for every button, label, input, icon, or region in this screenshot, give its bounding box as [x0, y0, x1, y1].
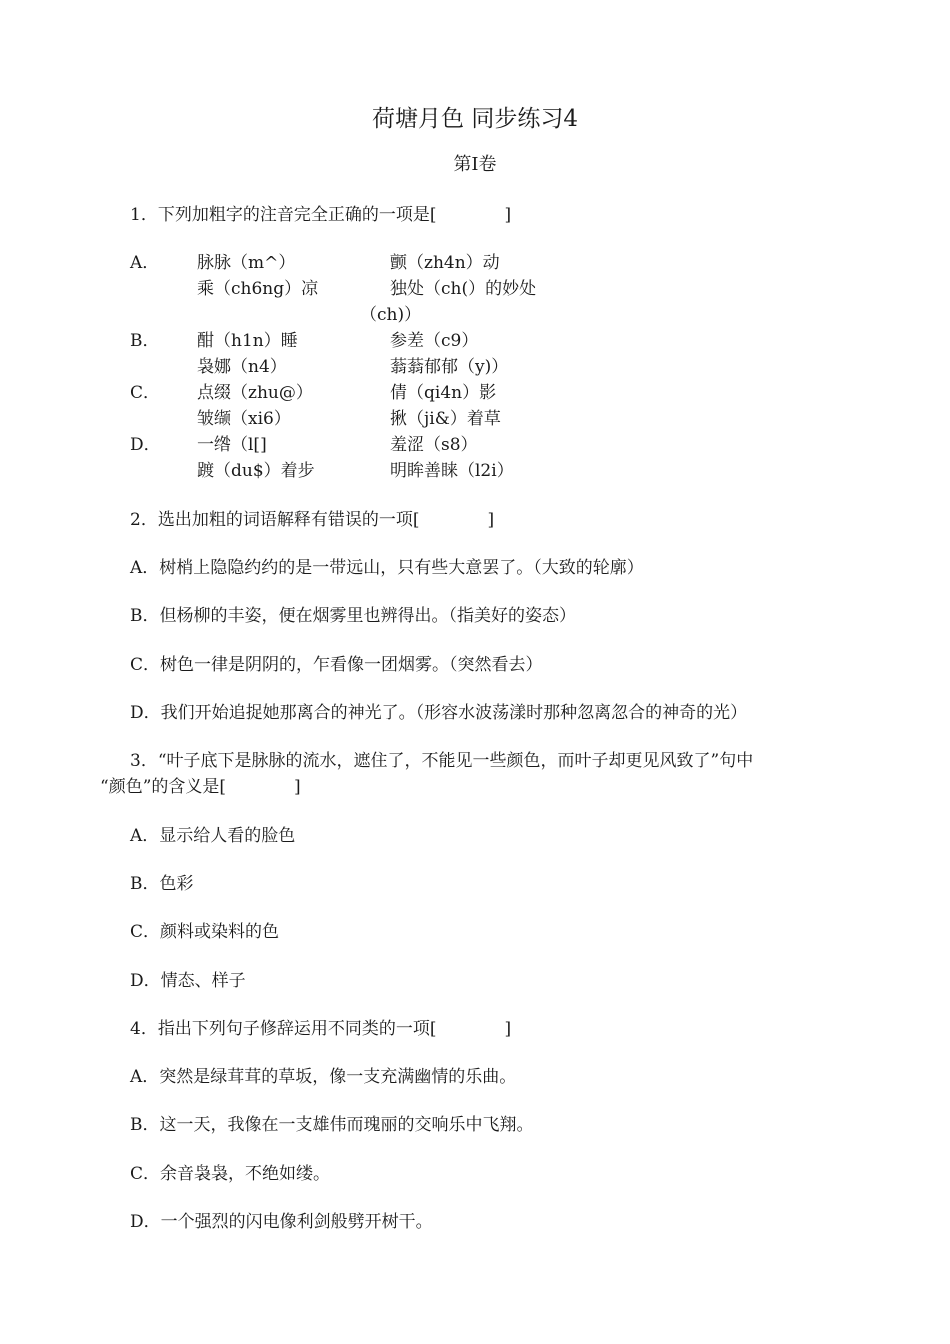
q1-b-item-2: 参差（c9）	[390, 331, 479, 351]
q1-c-item-2: 倩（qi4n）影	[390, 383, 497, 403]
q1-a-item-1: 脉脉（m^）	[197, 253, 296, 273]
q4-option-c: C．余音袅袅，不绝如缕。	[130, 1164, 331, 1184]
question-1-stem: 1．下列加粗字的注音完全正确的一项是[ ]	[130, 205, 512, 225]
q3-option-b: B．色彩	[130, 874, 194, 894]
q1-a-item-2: 颤（zh4n）动	[390, 253, 500, 273]
q1-b-item-1: 酣（h1n）睡	[197, 331, 298, 351]
question-3-stem-line-2: “颜色”的含义是[ ]	[100, 777, 301, 797]
q1-a-item-4-wrap: （ch)）	[360, 305, 422, 325]
q2-option-b: B．但杨柳的丰姿，便在烟雾里也辨得出。（指美好的姿态）	[130, 606, 576, 626]
q1-b-item-4: 蓊蓊郁郁（y)）	[390, 357, 509, 377]
q1-option-letter-b: B．	[130, 331, 160, 351]
q2-option-d: D．我们开始追捉她那离合的神光了。（形容水波荡漾时那种忽离忽合的神奇的光）	[130, 703, 748, 723]
q1-d-item-2: 羞涩（s8）	[390, 435, 478, 455]
section-label: 第Ⅰ卷	[453, 154, 497, 175]
page-title: 荷塘月色 同步练习4	[372, 106, 578, 132]
q1-d-item-1: 一绺（l[]	[197, 435, 267, 455]
question-3-stem-line-1: 3．“叶子底下是脉脉的流水，遮住了，不能见一些颜色，而叶子却更见风致了”句中	[130, 751, 754, 771]
q1-d-item-3: 踱（du$）着步	[197, 461, 315, 481]
q1-a-item-4: 独处（ch(）的妙处	[390, 279, 537, 299]
q4-option-d: D．一个强烈的闪电像利剑般劈开树干。	[130, 1212, 433, 1232]
q3-option-d: D．情态、样子	[130, 971, 246, 991]
q1-option-letter-c: C．	[130, 383, 161, 403]
q3-option-c: C．颜料或染料的色	[130, 922, 280, 942]
q1-c-item-3: 皱缬（xi6）	[197, 409, 291, 429]
q4-option-b: B．这一天，我像在一支雄伟而瑰丽的交响乐中飞翔。	[130, 1115, 534, 1135]
question-2-stem: 2．选出加粗的词语解释有错误的一项[ ]	[130, 510, 495, 530]
q3-option-a: A．显示给人看的脸色	[130, 826, 296, 846]
q1-a-item-3: 乘（ch6ng）凉	[197, 279, 319, 299]
q2-option-a: A．树梢上隐隐约约的是一带远山，只有些大意罢了。（大致的轮廓）	[130, 558, 644, 578]
q1-option-letter-a: A．	[130, 253, 160, 273]
q1-d-item-4: 明眸善睐（l2i）	[390, 461, 514, 481]
q1-c-item-4: 揪（ji&）着草	[390, 409, 501, 429]
q4-option-a: A．突然是绿茸茸的草坂，像一支充满幽情的乐曲。	[130, 1067, 517, 1087]
question-4-stem: 4．指出下列句子修辞运用不同类的一项[ ]	[130, 1019, 512, 1039]
q1-b-item-3: 袅娜（n4）	[197, 357, 287, 377]
q1-c-item-1: 点缀（zhu@）	[197, 383, 313, 403]
q1-option-letter-d: D．	[130, 435, 161, 455]
q2-option-c: C．树色一律是阴阴的，乍看像一团烟雾。（突然看去）	[130, 655, 543, 675]
